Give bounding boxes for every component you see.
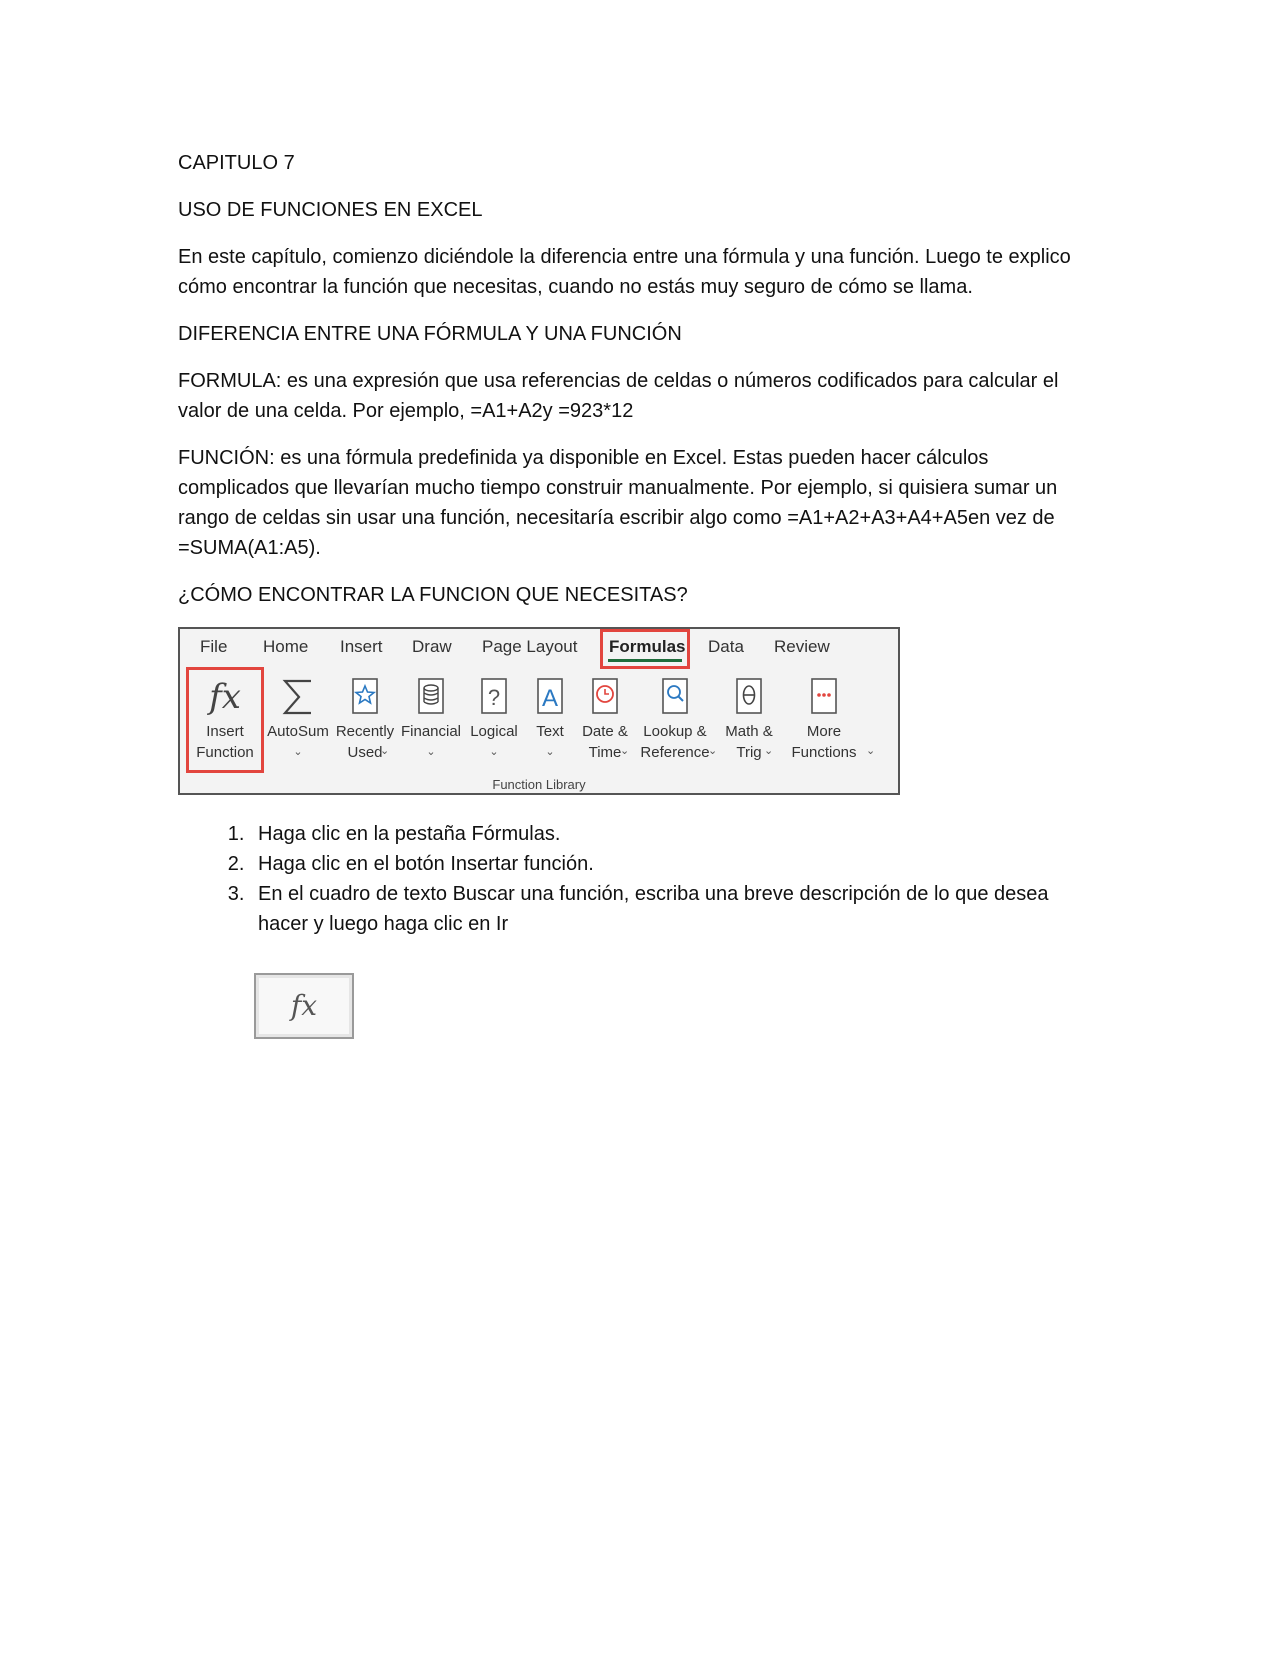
chevron-down-icon: ⌄ xyxy=(764,745,774,757)
tab-insert[interactable]: Insert xyxy=(340,637,383,656)
list-item: 1. Haga clic en la pestaña Fórmulas. xyxy=(250,819,1098,849)
clock-icon xyxy=(590,677,620,717)
financial-button[interactable] xyxy=(398,673,464,763)
tab-file[interactable]: File xyxy=(200,637,228,656)
tab-formulas[interactable]: Formulas xyxy=(609,637,686,656)
function-library-label: Function Library xyxy=(492,777,586,792)
ribbon-screenshot xyxy=(178,627,900,795)
star-book-icon xyxy=(350,677,380,717)
autosum-label: AutoSum xyxy=(267,723,329,740)
document-title: USO DE FUNCIONES EN EXCEL xyxy=(178,199,483,221)
section-heading-find-function: ¿CÓMO ENCONTRAR LA FUNCION QUE NECESITAS? xyxy=(178,584,688,606)
formula-paragraph: FORMULA: es una expresión que usa referencias de celdas o números codificados para calcular el valor de una celda. Por ejemplo, =A1+A2y =923*12 xyxy=(178,370,1059,422)
ribbon-tabs xyxy=(180,629,898,669)
funcion-paragraph: FUNCIÓN: es una fórmula predefinida ya disponible en Excel. Estas pueden hacer cálculos complicados que llevarían mucho tiempo construir manualmente. Por ejemplo, si quisiera sumar un rango de celdas sin usar una función, necesitaría escribir algo como =A1+A2+A3+A4+A5en vez de =SUMA(A1:A5). xyxy=(178,447,1058,559)
tab-draw[interactable]: Draw xyxy=(412,637,452,656)
sigma-icon xyxy=(281,677,315,717)
lookup-reference-label: Lookup & Reference xyxy=(640,723,710,761)
svg-text:A: A xyxy=(541,685,559,712)
tab-home[interactable]: Home xyxy=(263,637,309,656)
list-item: 3. En el cuadro de texto Buscar una función, escriba una breve descripción de lo que desea hacer y luego haga clic en Ir xyxy=(250,879,1098,939)
magnifier-icon xyxy=(660,677,690,717)
recently-used-label: Recently Used xyxy=(335,723,395,761)
chevron-down-icon: ⌄ xyxy=(866,745,876,757)
letter-a-icon xyxy=(535,677,565,717)
chevron-down-icon: ⌄ xyxy=(426,746,436,758)
tab-review[interactable]: Review xyxy=(774,637,830,656)
autosum-button[interactable] xyxy=(264,673,332,763)
question-book-icon xyxy=(479,677,509,717)
chevron-down-icon: ⌄ xyxy=(708,745,718,757)
logical-button[interactable] xyxy=(464,673,524,763)
chevron-down-icon: ⌄ xyxy=(620,745,630,757)
tab-page-layout[interactable]: Page Layout xyxy=(482,637,578,656)
math-trig-label: Math & Trig xyxy=(725,723,773,761)
insert-function-button[interactable] xyxy=(188,673,262,763)
chevron-down-icon: ⌄ xyxy=(489,746,499,758)
section-heading-difference: DIFERENCIA ENTRE UNA FÓRMULA Y UNA FUNCIÓN xyxy=(178,323,682,345)
financial-label: Financial xyxy=(400,723,462,740)
chevron-down-icon: ⌄ xyxy=(293,746,303,758)
list-item: 2. Haga clic en el botón Insertar función. xyxy=(250,849,1098,879)
insert-function-label: Insert Function xyxy=(196,723,254,761)
document-body xyxy=(178,148,1098,1039)
fx-icon: fx xyxy=(290,989,318,1022)
chevron-down-icon: ⌄ xyxy=(380,745,390,757)
chevron-down-icon: ⌄ xyxy=(545,746,555,758)
theta-icon xyxy=(734,677,764,717)
date-time-label: Date & Time xyxy=(582,723,628,761)
more-functions-button[interactable] xyxy=(782,673,866,763)
logical-label: Logical xyxy=(470,723,518,740)
text-button[interactable] xyxy=(524,673,576,763)
more-functions-label: More Functions xyxy=(791,723,857,761)
fx-icon: fx xyxy=(209,676,241,717)
dots-book-icon xyxy=(809,677,839,717)
active-tab-underline xyxy=(608,659,682,662)
chapter-label: CAPITULO 7 xyxy=(178,152,295,174)
text-label: Text xyxy=(536,723,564,740)
coins-icon xyxy=(416,677,446,717)
steps-list xyxy=(178,819,1098,939)
intro-paragraph: En este capítulo, comienzo diciéndole la diferencia entre una fórmula y una función. Luego te explico cómo encontrar la función que necesitas, cuando no estás muy seguro de cómo se llama. xyxy=(178,246,1071,298)
lookup-reference-button[interactable] xyxy=(634,673,716,763)
svg-text:?: ? xyxy=(487,685,501,710)
tab-data[interactable]: Data xyxy=(708,637,744,656)
insert-function-fx-button[interactable] xyxy=(254,973,354,1039)
